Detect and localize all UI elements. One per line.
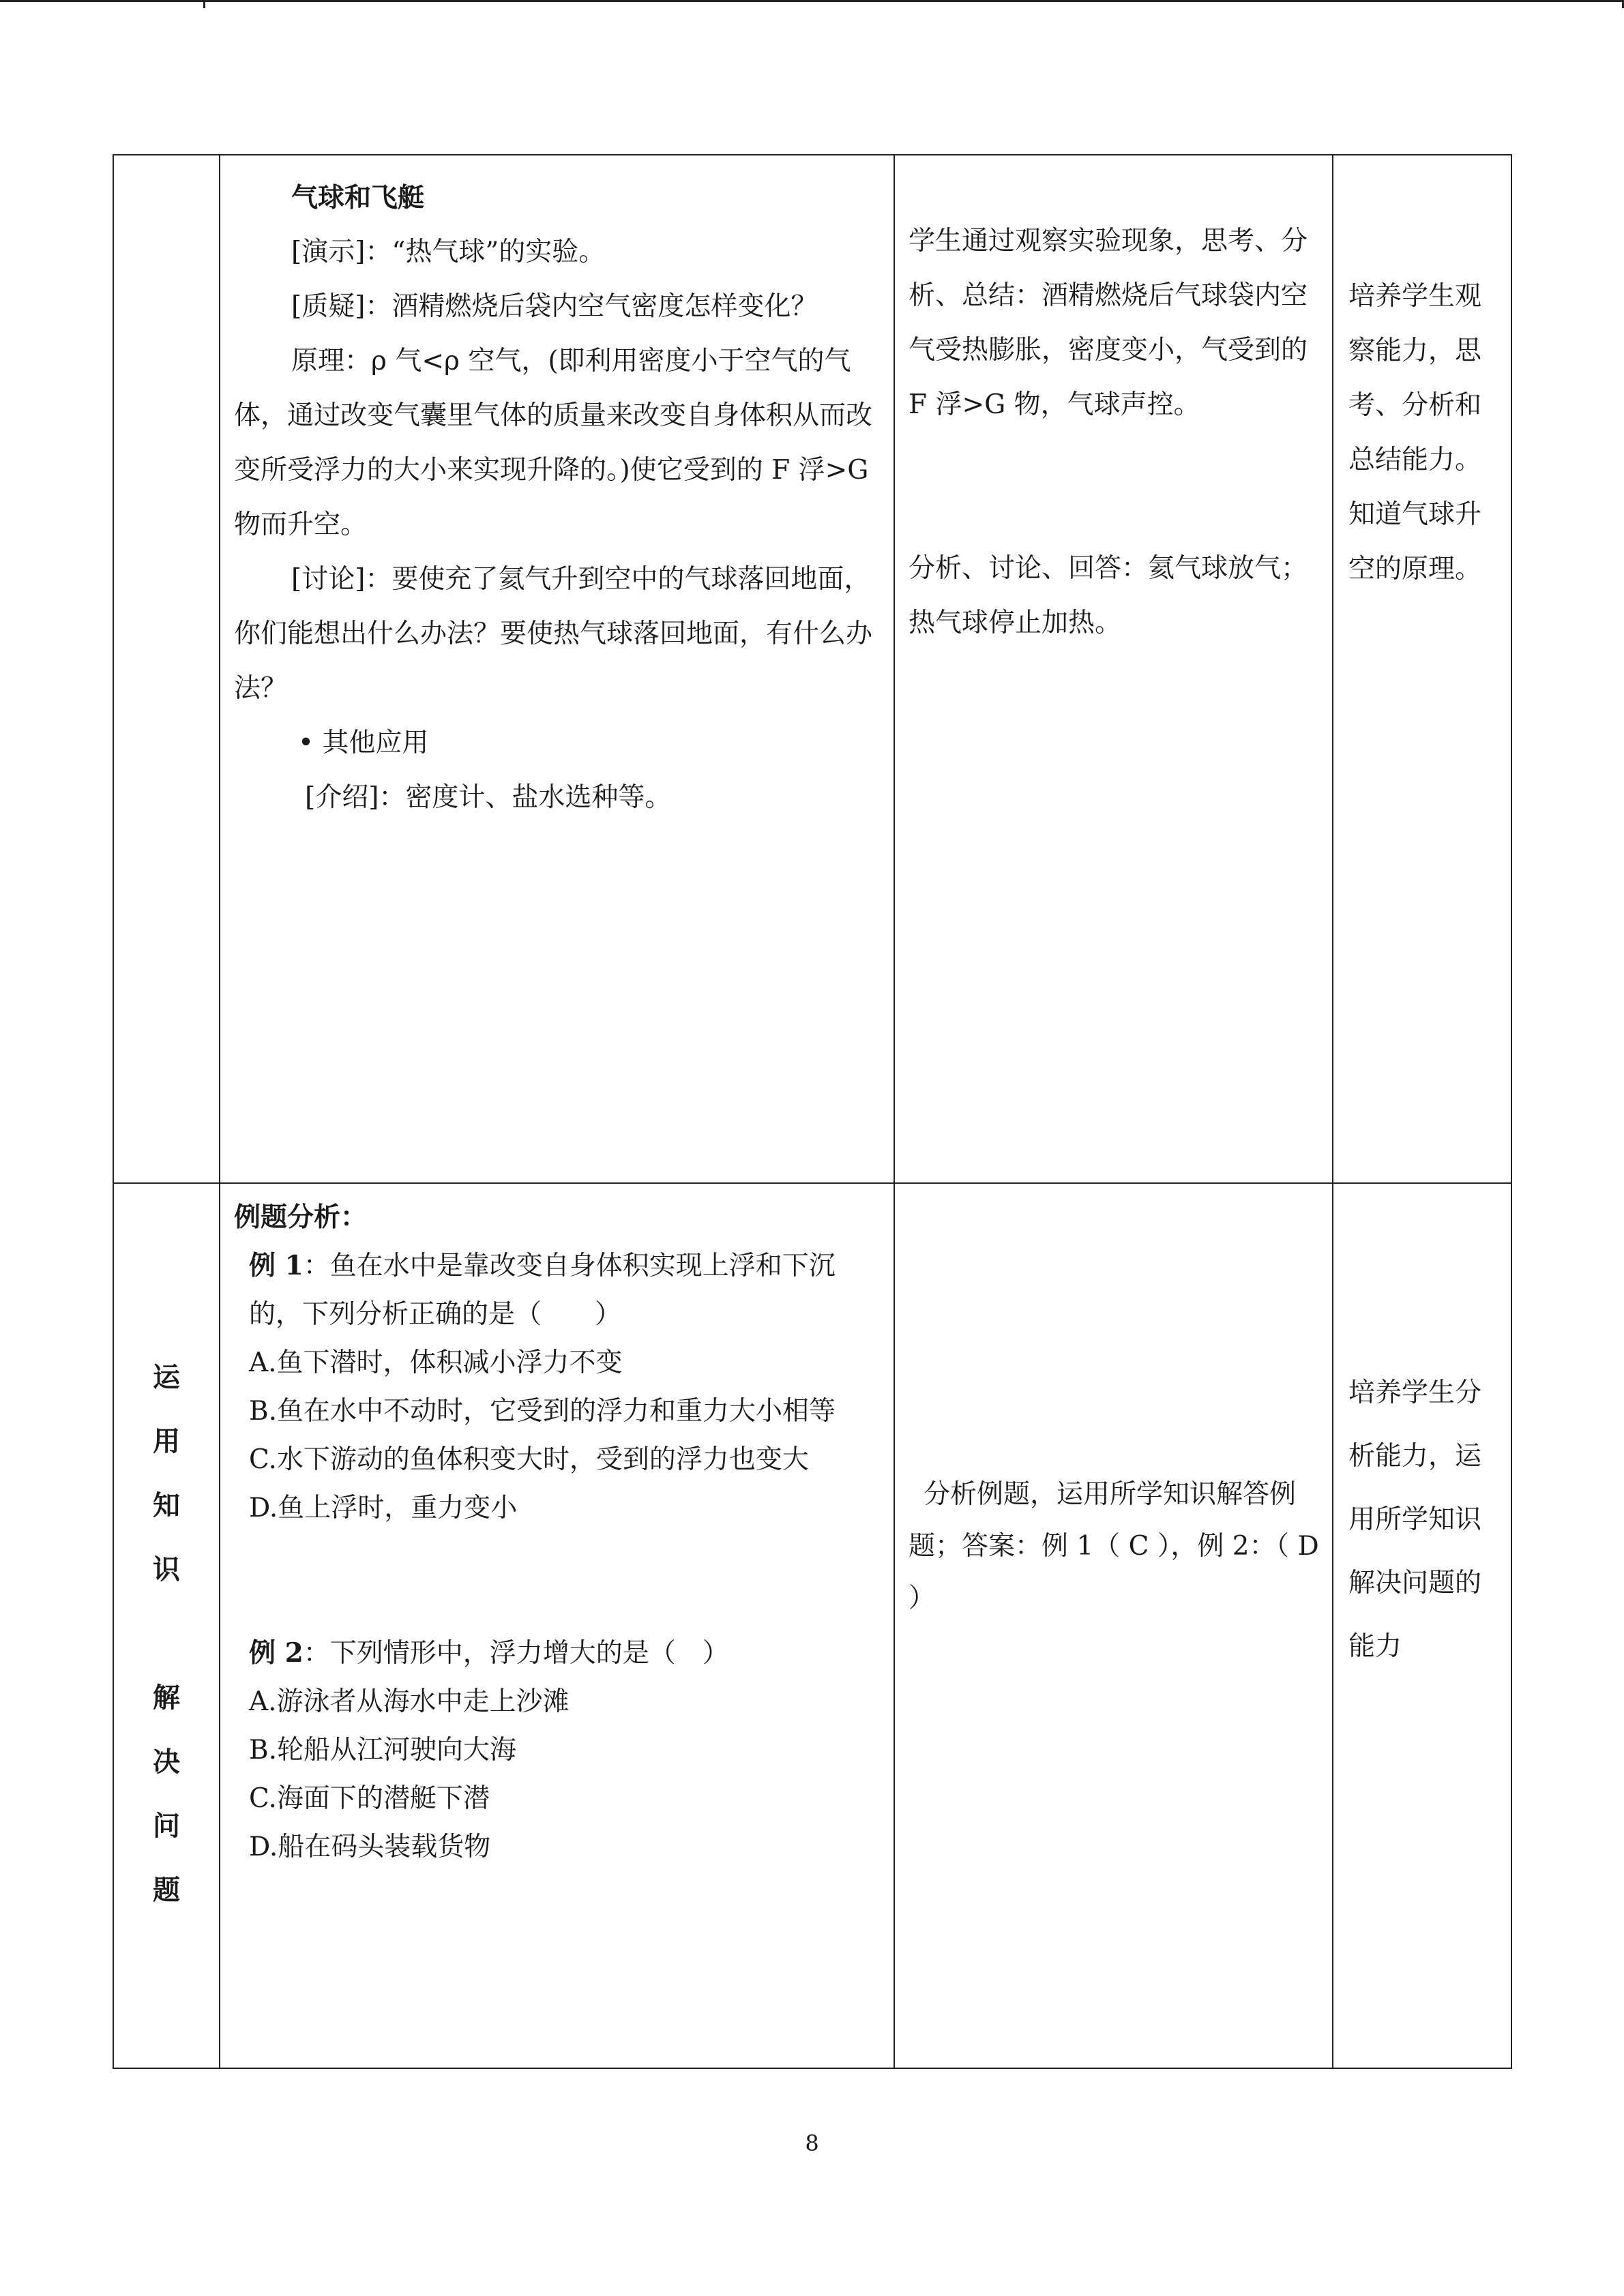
table-row-apply-knowledge [113, 1183, 1511, 2068]
stage-char: 题 [153, 1874, 180, 1906]
teacher-activity-cell [220, 155, 894, 1183]
page-number: 8 [805, 2130, 819, 2156]
question-line: [质疑]：酒精燃烧后袋内空气密度怎样变化？ [291, 291, 818, 322]
intro-line: [介绍]：密度计、盐水选种等。 [305, 782, 672, 813]
student-discussion: 分析、讨论、回答：氦气球放气；热气球停止加热。 [909, 553, 1308, 638]
example-1-label: 例 1 [249, 1250, 304, 1281]
design-intent-cell [1333, 155, 1511, 1183]
principle-paragraph: 原理：ρ 气<ρ 空气，(即利用密度小于空气的气体，通过改变气囊里气体的质量来改变自身体积从而改变所受浮力的大小来实现升降的。)使它受到的 F 浮>G 物而升空。 [234, 346, 873, 540]
example-2-label: 例 2 [249, 1637, 304, 1669]
table-row-balloon [113, 155, 1511, 1183]
example-2-option-c: C.海面下的潜艇下潜 [249, 1783, 490, 1814]
example-1-option-c: C.水下游动的鱼体积变大时，受到的浮力也变大 [249, 1444, 809, 1475]
design-intent-cell-2 [1333, 1183, 1511, 2068]
lesson-plan-table [113, 154, 1512, 2069]
page-top-border [0, 0, 1624, 2]
example-1-option-b: B.鱼在水中不动时，它受到的浮力和重力大小相等 [249, 1396, 836, 1427]
student-answer-cell [894, 1183, 1333, 2068]
stage-cell-apply [113, 1183, 220, 2068]
example-1-option-a: A.鱼下潜时，体积减小浮力不变 [249, 1347, 623, 1378]
example-2-question [234, 1629, 883, 1678]
stage-char: 运 [153, 1361, 180, 1393]
design-intent-text: 培养学生观察能力，思考、分析和总结能力。知道气球升空的原理。 [1348, 281, 1482, 584]
example-1-question [234, 1242, 883, 1339]
discussion-paragraph: [讨论]：要使充了氦气升到空中的气球落回地面，你们能想出什么办法？要使热气球落回地面，有什么办法？ [234, 564, 873, 704]
example-2-option-b: B.轮船从江河驶向大海 [249, 1735, 517, 1765]
example-1-text: ：鱼在水中是靠改变自身体积实现上浮和下沉的，下列分析正确的是（ ） [249, 1251, 836, 1330]
example-2-option-a: A.游泳者从海水中走上沙滩 [249, 1686, 570, 1717]
example-2-text: ：下列情形中，浮力增大的是（ ） [303, 1638, 729, 1669]
top-tick-1 [203, 0, 205, 8]
example-1-option-d: D.鱼上浮时，重力变小 [249, 1493, 518, 1523]
stage-char: 知 [153, 1489, 180, 1521]
stage-char: 用 [153, 1425, 180, 1457]
design-intent-text-2: 培养学生分析能力，运用所学知识解决问题的能力 [1348, 1377, 1482, 1662]
demo-line: [演示]：“热气球”的实验。 [291, 237, 606, 267]
examples-heading: 例题分析： [234, 1202, 368, 1233]
stage-cell-empty [113, 155, 220, 1183]
stage-char: 解 [153, 1682, 180, 1714]
example-2-option-d: D.船在码头装载货物 [249, 1832, 491, 1862]
section-heading: 气球和飞艇 [291, 182, 425, 213]
student-activity-cell [894, 155, 1333, 1183]
stage-char: 决 [153, 1746, 180, 1778]
bullet-other-applications: • 其他应用 [298, 728, 429, 758]
student-observation: 学生通过观察实验现象，思考、分析、总结：酒精燃烧后气球袋内空气受热膨胀，密度变小，气受到的 F 浮>G 物，气球声控。 [909, 226, 1308, 420]
stage-char: 问 [153, 1810, 180, 1842]
stage-char: 识 [153, 1553, 180, 1585]
student-answer-text: 分析例题，运用所学知识解答例题；答案：例 1（ C ），例 2：（ D ） [909, 1479, 1319, 1613]
examples-cell [220, 1183, 894, 2068]
